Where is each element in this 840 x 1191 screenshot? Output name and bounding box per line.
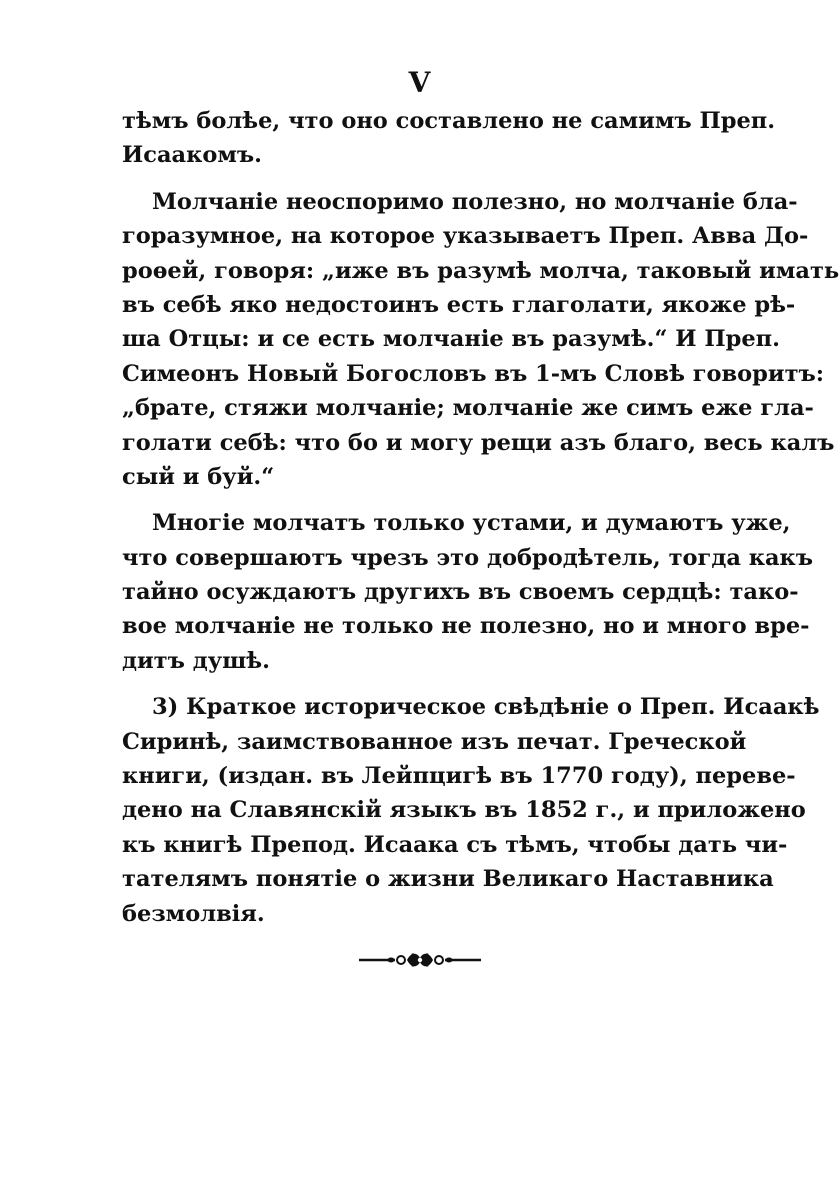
- text-line: голати себѣ: что бо и могу рещи азъ благо, весь калъ: [122, 429, 835, 456]
- paragraph: [122, 185, 840, 495]
- text-line: въ себѣ яко недостоинъ есть глаголати, якоже рѣ-: [122, 291, 796, 318]
- page-number: V: [408, 66, 432, 99]
- paragraph: [122, 506, 814, 678]
- text-line: безмолвія.: [122, 900, 265, 927]
- text-line: Исаакомъ.: [122, 142, 263, 169]
- text-line: дитъ душѣ.: [122, 647, 270, 674]
- text-line: Сиринѣ, заимствованное изъ печат. Греческой: [122, 728, 747, 755]
- text-line: Молчаніе неоспоримо полезно, но молчаніе бла-: [152, 188, 798, 215]
- text-line: что совершаютъ чрезъ это добродѣтель, тогда какъ: [122, 544, 814, 571]
- text-line: „брате, стяжи молчаніе; молчаніе же симъ еже гла-: [122, 395, 814, 422]
- text-line: къ книгѣ Препод. Исаака съ тѣмъ, чтобы дать чи-: [122, 831, 788, 858]
- text-line: 3) Краткое историческое свѣдѣніе о Преп. Исаакѣ: [152, 694, 820, 721]
- text-line: тателямъ понятіе о жизни Великаго Наставника: [122, 866, 774, 893]
- text-line: дено на Славянскій языкъ въ 1852 г., и приложено: [122, 797, 806, 824]
- text-line: сый и буй.“: [122, 463, 275, 490]
- paragraph: [122, 104, 776, 173]
- footnote: [122, 690, 820, 931]
- text-line: тѣмъ болѣе, что оно составлено не самимъ Преп.: [122, 108, 776, 134]
- text-line: ша Отцы: и се есть молчаніе въ разумѣ.“ И Преп.: [122, 326, 780, 353]
- ornament-divider-icon: [355, 948, 485, 972]
- text-line: Симеонъ Новый Богословъ въ 1-мъ Словѣ говоритъ:: [122, 360, 825, 387]
- text-line: горазумное, на которое указываетъ Преп. Авва До-: [122, 223, 809, 250]
- text-line: роѳей, говоря: „иже въ разумѣ молча, таковый имать: [122, 257, 840, 284]
- text-line: вое молчаніе не только не полезно, но и много вре-: [122, 613, 810, 640]
- body-text: [122, 104, 840, 931]
- text-line: книги, (издан. въ Лейпцигѣ въ 1770 году), переве-: [122, 763, 796, 790]
- text-line: Многіе молчатъ только устами, и думаютъ уже,: [152, 510, 791, 537]
- text-line: тайно осуждаютъ другихъ въ своемъ сердцѣ: тако-: [122, 579, 799, 606]
